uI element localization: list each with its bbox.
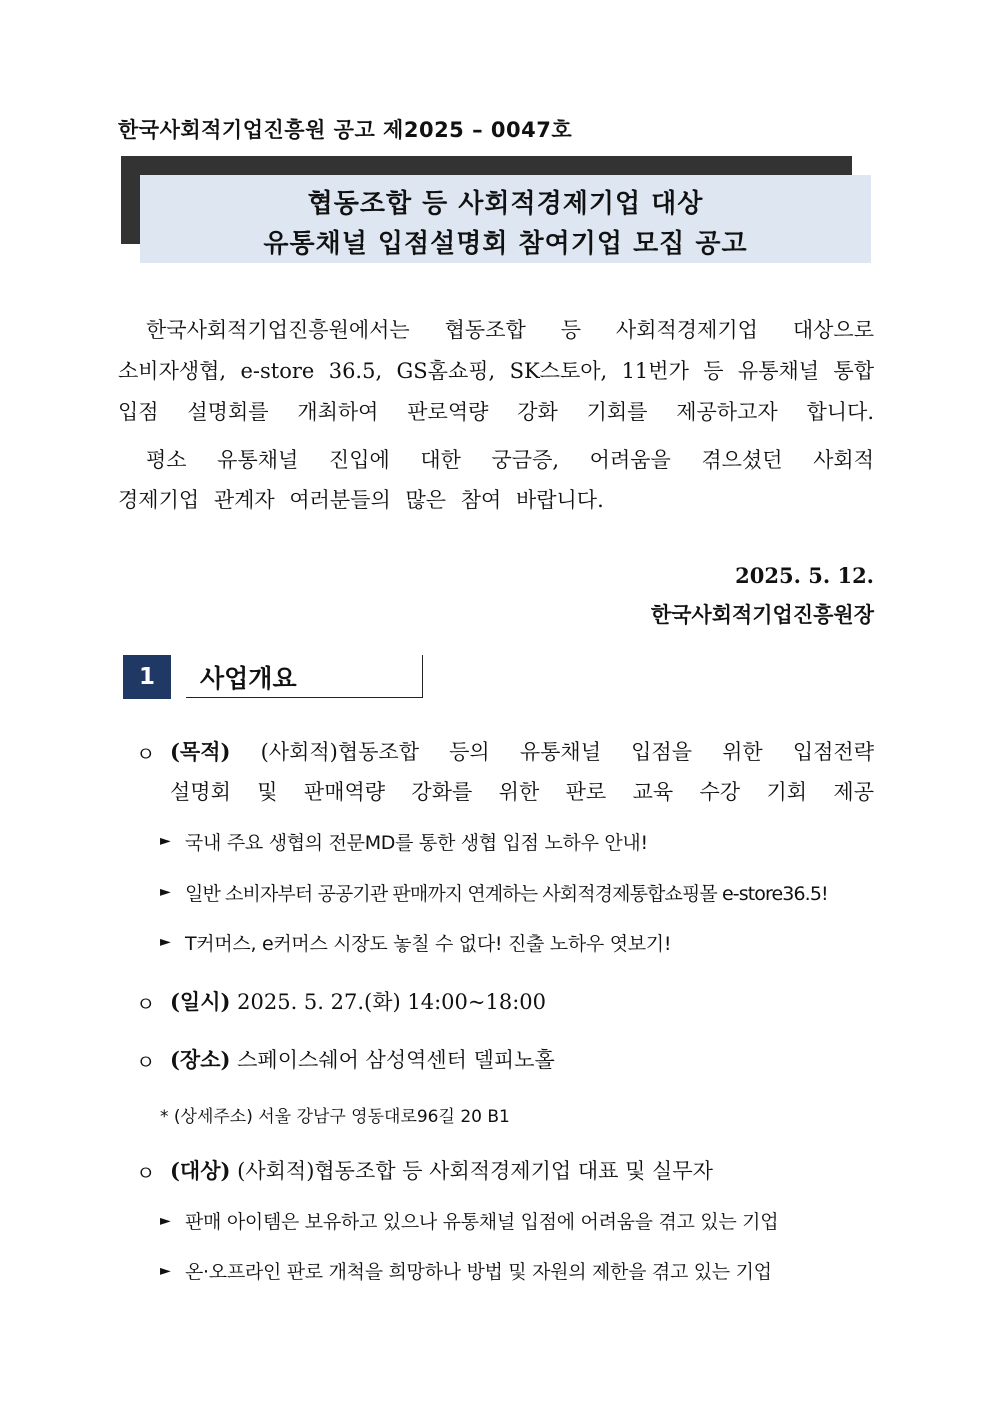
purpose-sub-item: 일반 소비자부터 공공기관 판매까지 연계하는 사회적경제통합쇼핑몰 e-store36.5! xyxy=(185,883,828,905)
purpose-line-2: 설명회 및 판매역량 강화를 위한 판로 교육 수강 기회 제공 xyxy=(170,780,874,804)
triangle-bullet-icon: ► xyxy=(160,934,171,950)
place-text: 스페이스쉐어 삼성역센터 델피노홀 xyxy=(237,1048,555,1072)
target-line xyxy=(170,1155,713,1185)
section-number-badge: 1 xyxy=(123,655,171,699)
target-label: (대상) xyxy=(170,1158,231,1183)
purpose-line-1 xyxy=(170,736,874,766)
purpose-text: (사회적)협동조합 등의 유통채널 입점을 위한 입점전략 xyxy=(260,740,874,764)
target-sub-item: 판매 아이템은 보유하고 있으나 유통채널 입점에 어려움을 겪고 있는 기업 xyxy=(185,1211,779,1233)
document-title-line-1: 협동조합 등 사회적경제기업 대상 xyxy=(307,189,704,219)
triangle-bullet-icon: ► xyxy=(160,884,171,900)
purpose-label: (목적) xyxy=(170,739,231,764)
intro-paragraph-1-line-2: 소비자생협, e-store 36.5, GS홈쇼핑, SK스토아, 11번가 등 유통채널 통합 xyxy=(118,359,874,383)
bullet-circle-icon: ㅇ xyxy=(136,1050,156,1074)
target-sub-item: 온·오프라인 판로 개척을 희망하나 방법 및 자원의 제한을 겪고 있는 기업 xyxy=(185,1261,772,1283)
target-text: (사회적)협동조합 등 사회적경제기업 대표 및 실무자 xyxy=(237,1159,713,1183)
event-date-line xyxy=(170,986,546,1016)
intro-paragraph-2-line-1: 평소 유통채널 진입에 대한 궁금증, 어려움을 겪으셨던 사회적 xyxy=(146,448,874,472)
issuer-name: 한국사회적기업진흥원장 xyxy=(650,603,874,627)
purpose-sub-item: T커머스, e커머스 시장도 놓칠 수 없다! 진출 노하우 엿보기! xyxy=(185,933,672,955)
notice-number: 한국사회적기업진흥원 공고 제2025 – 0047호 xyxy=(118,118,573,142)
date-text: 2025. 5. 27.(화) 14:00~18:00 xyxy=(237,990,547,1014)
place-detail-address: * (상세주소) 서울 강남구 영동대로96길 20 B1 xyxy=(160,1107,510,1127)
triangle-bullet-icon: ► xyxy=(160,1263,171,1279)
bullet-circle-icon: ㅇ xyxy=(136,1161,156,1185)
announcement-date: 2025. 5. 12. xyxy=(735,563,874,588)
purpose-sub-item: 국내 주요 생협의 전문MD를 통한 생협 입점 노하우 안내! xyxy=(185,832,648,854)
triangle-bullet-icon: ► xyxy=(160,1213,171,1229)
place-label: (장소) xyxy=(170,1047,231,1072)
intro-paragraph-1-line-1: 한국사회적기업진흥원에서는 협동조합 등 사회적경제기업 대상으로 xyxy=(146,318,874,342)
bullet-circle-icon: ㅇ xyxy=(136,992,156,1016)
bullet-circle-icon: ㅇ xyxy=(136,742,156,766)
date-label: (일시) xyxy=(170,989,231,1014)
intro-paragraph-2-line-2: 경제기업 관계자 여러분들의 많은 참여 바랍니다. xyxy=(118,488,604,512)
section-title: 사업개요 xyxy=(200,664,297,693)
event-place-line xyxy=(170,1044,555,1074)
triangle-bullet-icon: ► xyxy=(160,833,171,849)
intro-paragraph-1-line-3: 입점 설명회를 개최하여 판로역량 강화 기회를 제공하고자 합니다. xyxy=(118,400,874,424)
document-title-line-2: 유통채널 입점설명회 참여기업 모집 공고 xyxy=(263,229,748,259)
